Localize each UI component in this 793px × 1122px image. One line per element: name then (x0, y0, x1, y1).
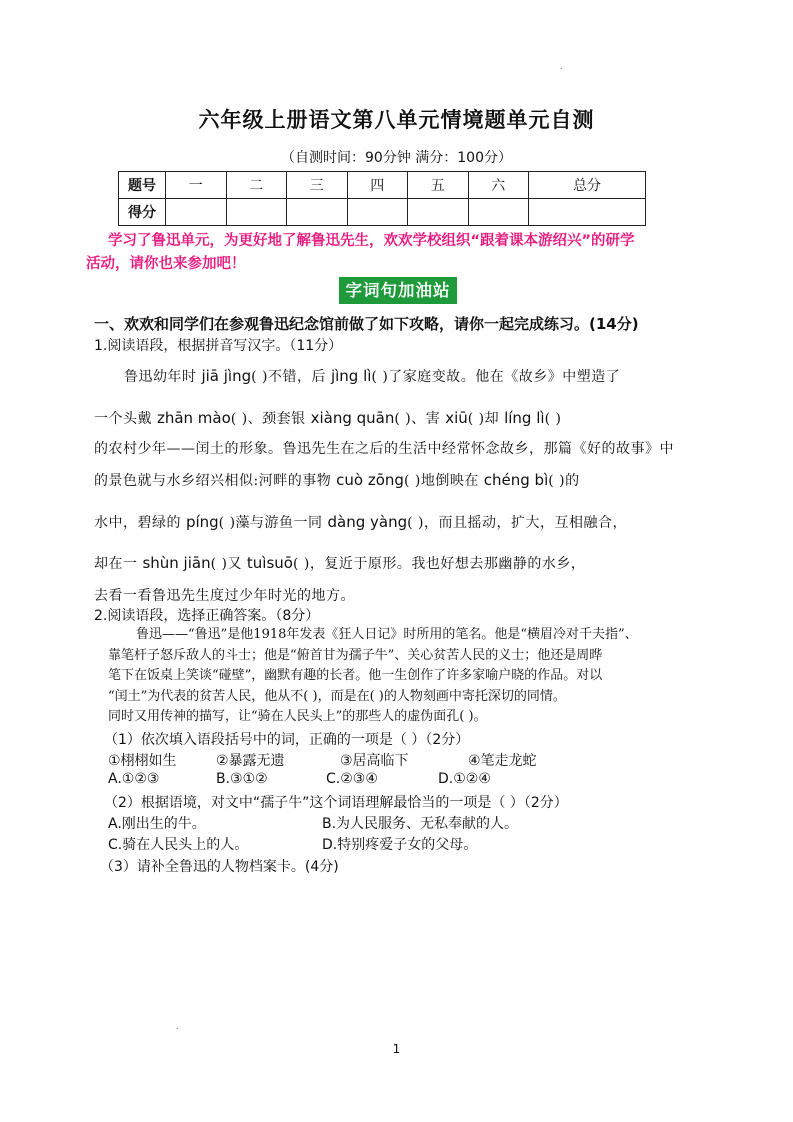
choice-a[interactable]: A.刚出生的牛。 (108, 816, 206, 832)
passage-text: 却在一 (94, 556, 143, 572)
pinyin-line (94, 470, 580, 490)
score-cell[interactable] (347, 199, 408, 226)
passage-line: 鲁迅——“鲁迅”是他1918年发表《狂人日记》时所用的笔名。他是“横眉冷对千夫指”、 (136, 627, 638, 642)
score-cell[interactable] (529, 199, 646, 226)
choice-b[interactable]: B.③①② (216, 771, 268, 787)
col-1: 一 (166, 172, 227, 199)
choice-a[interactable]: A.①②③ (108, 771, 160, 787)
passage-text: 水中，碧绿的 (94, 515, 186, 531)
intro-line: 学习了鲁迅单元，为更好地了解鲁迅先生，欢欢学校组织“跟着课本游绍兴”的研学 (108, 233, 635, 249)
passage-text: ( )，而且摇动，扩大，互相融合， (407, 515, 627, 531)
pinyin-prompt: líng lì (504, 409, 545, 427)
pinyin-line (94, 512, 627, 532)
passage-text: ( )却 (467, 411, 505, 427)
pinyin-prompt: jìng lì (330, 367, 372, 385)
pinyin-prompt: chéng bì (483, 471, 549, 489)
intro-line: 活动，请你也来参加吧！ (86, 256, 246, 272)
choice-c[interactable]: C.②③④ (326, 771, 378, 787)
score-table-score-row (119, 199, 646, 226)
col-2: 二 (226, 172, 287, 199)
exam-time-info: （自测时间：90分钟 满分：100分） (281, 150, 512, 166)
sub-question-2: （2）根据语境，对文中“孺子牛”这个词语理解最恰当的一项是（ ）（2分） (104, 795, 568, 811)
passage-text: ( ) (544, 411, 562, 427)
pinyin-prompt: xiū (445, 409, 468, 427)
pinyin-line (94, 553, 585, 573)
passage-line: “闰土”为代表的贫苦人民，他从不( )，而是在( )的人物刻画中寄托深切的同情。 (108, 688, 566, 704)
word-option: ③居高临下 (340, 753, 409, 769)
word-option: ②暴露无遗 (216, 753, 285, 769)
choice-d[interactable]: D.①②④ (438, 771, 491, 787)
passage-text: 的景色就与水乡绍兴相似:河畔的事物 (94, 473, 337, 489)
pinyin-line (94, 585, 355, 605)
passage-text: ( )、颈套银 (230, 411, 311, 427)
pinyin-prompt: tuìsuō (246, 554, 293, 572)
passage-text: ( )又 (210, 556, 247, 572)
intro-text (86, 230, 708, 276)
word-option: ④笔走龙蛇 (468, 753, 537, 769)
passage-text: ( )、害 (394, 411, 446, 427)
passage-text: ( )不错，后 (251, 369, 331, 385)
passage-text: 鲁迅幼年时 (124, 369, 202, 385)
pinyin-prompt: píng (185, 513, 219, 531)
choice-b[interactable]: B.为人民服务、无私奉献的人。 (322, 816, 519, 832)
passage-text: ( )，复近于原形。我也好想去那幽静的水乡， (292, 556, 586, 572)
choice-c[interactable]: C.骑在人民头上的人。 (108, 837, 249, 853)
passage-text: ( )地倒映在 (403, 473, 484, 489)
pinyin-prompt: shùn jiān (142, 554, 211, 572)
col-total: 总分 (529, 172, 646, 199)
score-cell[interactable] (287, 199, 348, 226)
col-4: 四 (347, 172, 408, 199)
scan-dot: . (560, 62, 563, 71)
score-table (118, 171, 646, 226)
q2-passage (108, 625, 706, 728)
score-label: 得分 (119, 199, 166, 226)
pinyin-prompt: jiā jìng (201, 367, 252, 385)
col-5: 五 (408, 172, 469, 199)
passage-line: 同时又用传神的描写，让“骑在人民头上”的那些人的虚伪面孔( )。 (108, 709, 487, 724)
passage-text: ( )的 (548, 473, 580, 489)
pinyin-line (94, 438, 674, 458)
question-1-title: 1.阅读语段，根据拼音写汉字。（11分） (94, 338, 343, 354)
score-cell[interactable] (408, 199, 469, 226)
passage-text: 一个头戴 (94, 411, 157, 427)
page-number: 1 (392, 1042, 401, 1056)
scan-dot: . (176, 1022, 179, 1031)
passage-text: 去看一看鲁迅先生度过少年时光的地方。 (94, 588, 355, 604)
pinyin-prompt: zhān mào (156, 409, 231, 427)
passage-text: ( )了家庭变故。他在《故乡》中塑造了 (371, 369, 621, 385)
choice-d[interactable]: D.特别疼爱子女的父母。 (322, 837, 478, 853)
pinyin-prompt: dàng yàng (327, 513, 408, 531)
passage-line: 笔下在饭桌上笑谈“碰壁”，幽默有趣的长者。他一生创作了许多家喻户晓的作品。对以 (108, 668, 603, 683)
pinyin-line (124, 366, 620, 386)
passage-text: ( )藻与游鱼一同 (218, 515, 328, 531)
col-6: 六 (468, 172, 529, 199)
sub-question-3: （3）请补全鲁迅的人物档案卡。(4分) (100, 859, 339, 875)
score-cell[interactable] (468, 199, 529, 226)
section-heading: 一、欢欢和同学们在参观鲁迅纪念馆前做了如下攻略，请你一起完成练习。(14分) (94, 315, 639, 333)
score-cell[interactable] (166, 199, 227, 226)
sub-question-1: （1）依次填入语段括号中的词，正确的一项是（ ）（2分） (104, 732, 470, 748)
col-3: 三 (287, 172, 348, 199)
pinyin-line (94, 408, 561, 428)
passage-line: 靠笔杆子怒斥敌人的斗士；他是“俯首甘为孺子牛”、关心贫苦人民的义士；他还是周晔 (108, 647, 603, 663)
passage-text: 的农村少年——闰土的形象。鲁迅先生在之后的生活中经常怀念故乡，那篇《好的故事》中 (94, 441, 674, 457)
pinyin-prompt: cuò zōng (336, 471, 404, 489)
section-badge: 字词句加油站 (339, 277, 457, 304)
word-option: ①栩栩如生 (108, 753, 177, 769)
score-cell[interactable] (226, 199, 287, 226)
question-2-title: 2.阅读语段，选择正确答案。（8分） (94, 608, 320, 624)
header-label: 题号 (119, 172, 166, 199)
pinyin-prompt: xiàng quān (310, 409, 395, 427)
score-table-header-row (119, 172, 646, 199)
page-title: 六年级上册语文第八单元情境题单元自测 (198, 108, 595, 132)
